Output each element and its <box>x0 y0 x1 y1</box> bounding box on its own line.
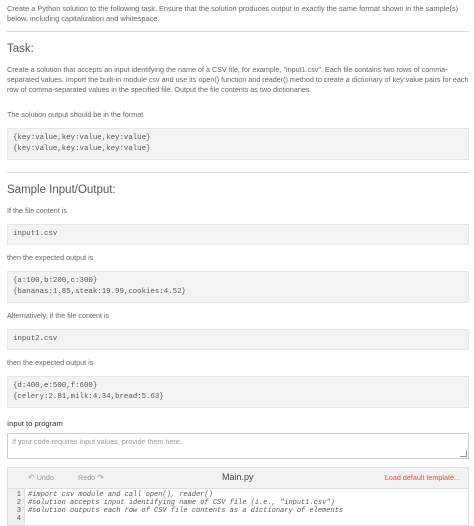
format-line: {key:value,key:value,key:value} <box>13 144 151 153</box>
redo-icon: ↷ <box>97 473 104 482</box>
output-line: {a:100,b:200,c:300} <box>13 277 98 285</box>
undo-label: Undo <box>36 473 54 482</box>
task-heading: Task: <box>7 43 34 55</box>
sample-label: then the expected output is <box>7 358 94 367</box>
line-number: 2 <box>16 499 21 507</box>
program-input-placeholder: If your code requires input values, provide them here. <box>12 437 182 446</box>
line-number: 3 <box>16 507 21 515</box>
code-line[interactable]: #import csv module and call open(), reader() <box>28 491 213 499</box>
sample-input-value: input2.csv <box>13 335 58 343</box>
sample-output-block <box>7 376 469 408</box>
program-input-textarea[interactable] <box>7 433 469 459</box>
task-description: Create a solution that accepts an input identifying the name of a CSV file, for example, "input1.csv". Each file contains two rows of comma-separated values. Import the built-in module csv and use its open() function and reader() method to create a dictionary of key:value pairs for each row of comma-separated values in the specified file. Output the file contents as two dictionaries. <box>7 65 469 94</box>
line-number: 1 <box>16 491 21 499</box>
output-line: {celery:2.81,milk:4.34,bread:5.63} <box>13 392 164 401</box>
sample-label: then the expected output is <box>7 253 94 262</box>
sample-output-block <box>7 271 469 303</box>
sample-label: If the file content is <box>7 206 67 215</box>
redo-label: Redo <box>78 473 96 482</box>
divider <box>7 31 469 32</box>
code-line[interactable]: #solution accepts input identifying name of CSV file (i.e., "input1.csv") <box>28 499 335 507</box>
editor-toolbar <box>7 467 469 489</box>
resize-handle-icon[interactable] <box>460 450 467 457</box>
output-line: {bananas:1.85,steak:19.99,cookies:4.52} <box>13 287 186 296</box>
undo-icon: ↶ <box>28 473 35 482</box>
undo-button[interactable] <box>28 473 54 482</box>
sample-input-block <box>7 224 469 245</box>
intro-text: Create a Python solution to the following task. Ensure that the solution produces output in exactly the same format shown in the sample(s) below, including capitalization and whitespace. <box>7 4 459 23</box>
format-line: {key:value,key:value,key:value} <box>13 134 151 142</box>
code-line[interactable]: #solution outputs each row of CSV file contents as a dictionary of elements <box>28 507 344 515</box>
code-editor[interactable] <box>7 489 469 526</box>
input-program-title: Input to program <box>7 419 63 428</box>
divider <box>7 172 469 173</box>
line-number: 4 <box>16 515 21 523</box>
sample-heading: Sample Input/Output: <box>7 184 116 196</box>
sample-input-value: input1.csv <box>13 230 58 238</box>
file-name: Main.py <box>222 472 254 482</box>
format-code-block <box>7 128 469 160</box>
redo-button[interactable] <box>78 473 104 482</box>
load-default-template-link[interactable]: Load default template... <box>384 473 460 482</box>
format-label: The solution output should be in the format <box>7 110 144 119</box>
sample-label: Alternatively, if the file content is <box>7 311 110 320</box>
sample-input-block <box>7 329 469 350</box>
output-line: {d:400,e:500,f:600} <box>13 382 98 390</box>
